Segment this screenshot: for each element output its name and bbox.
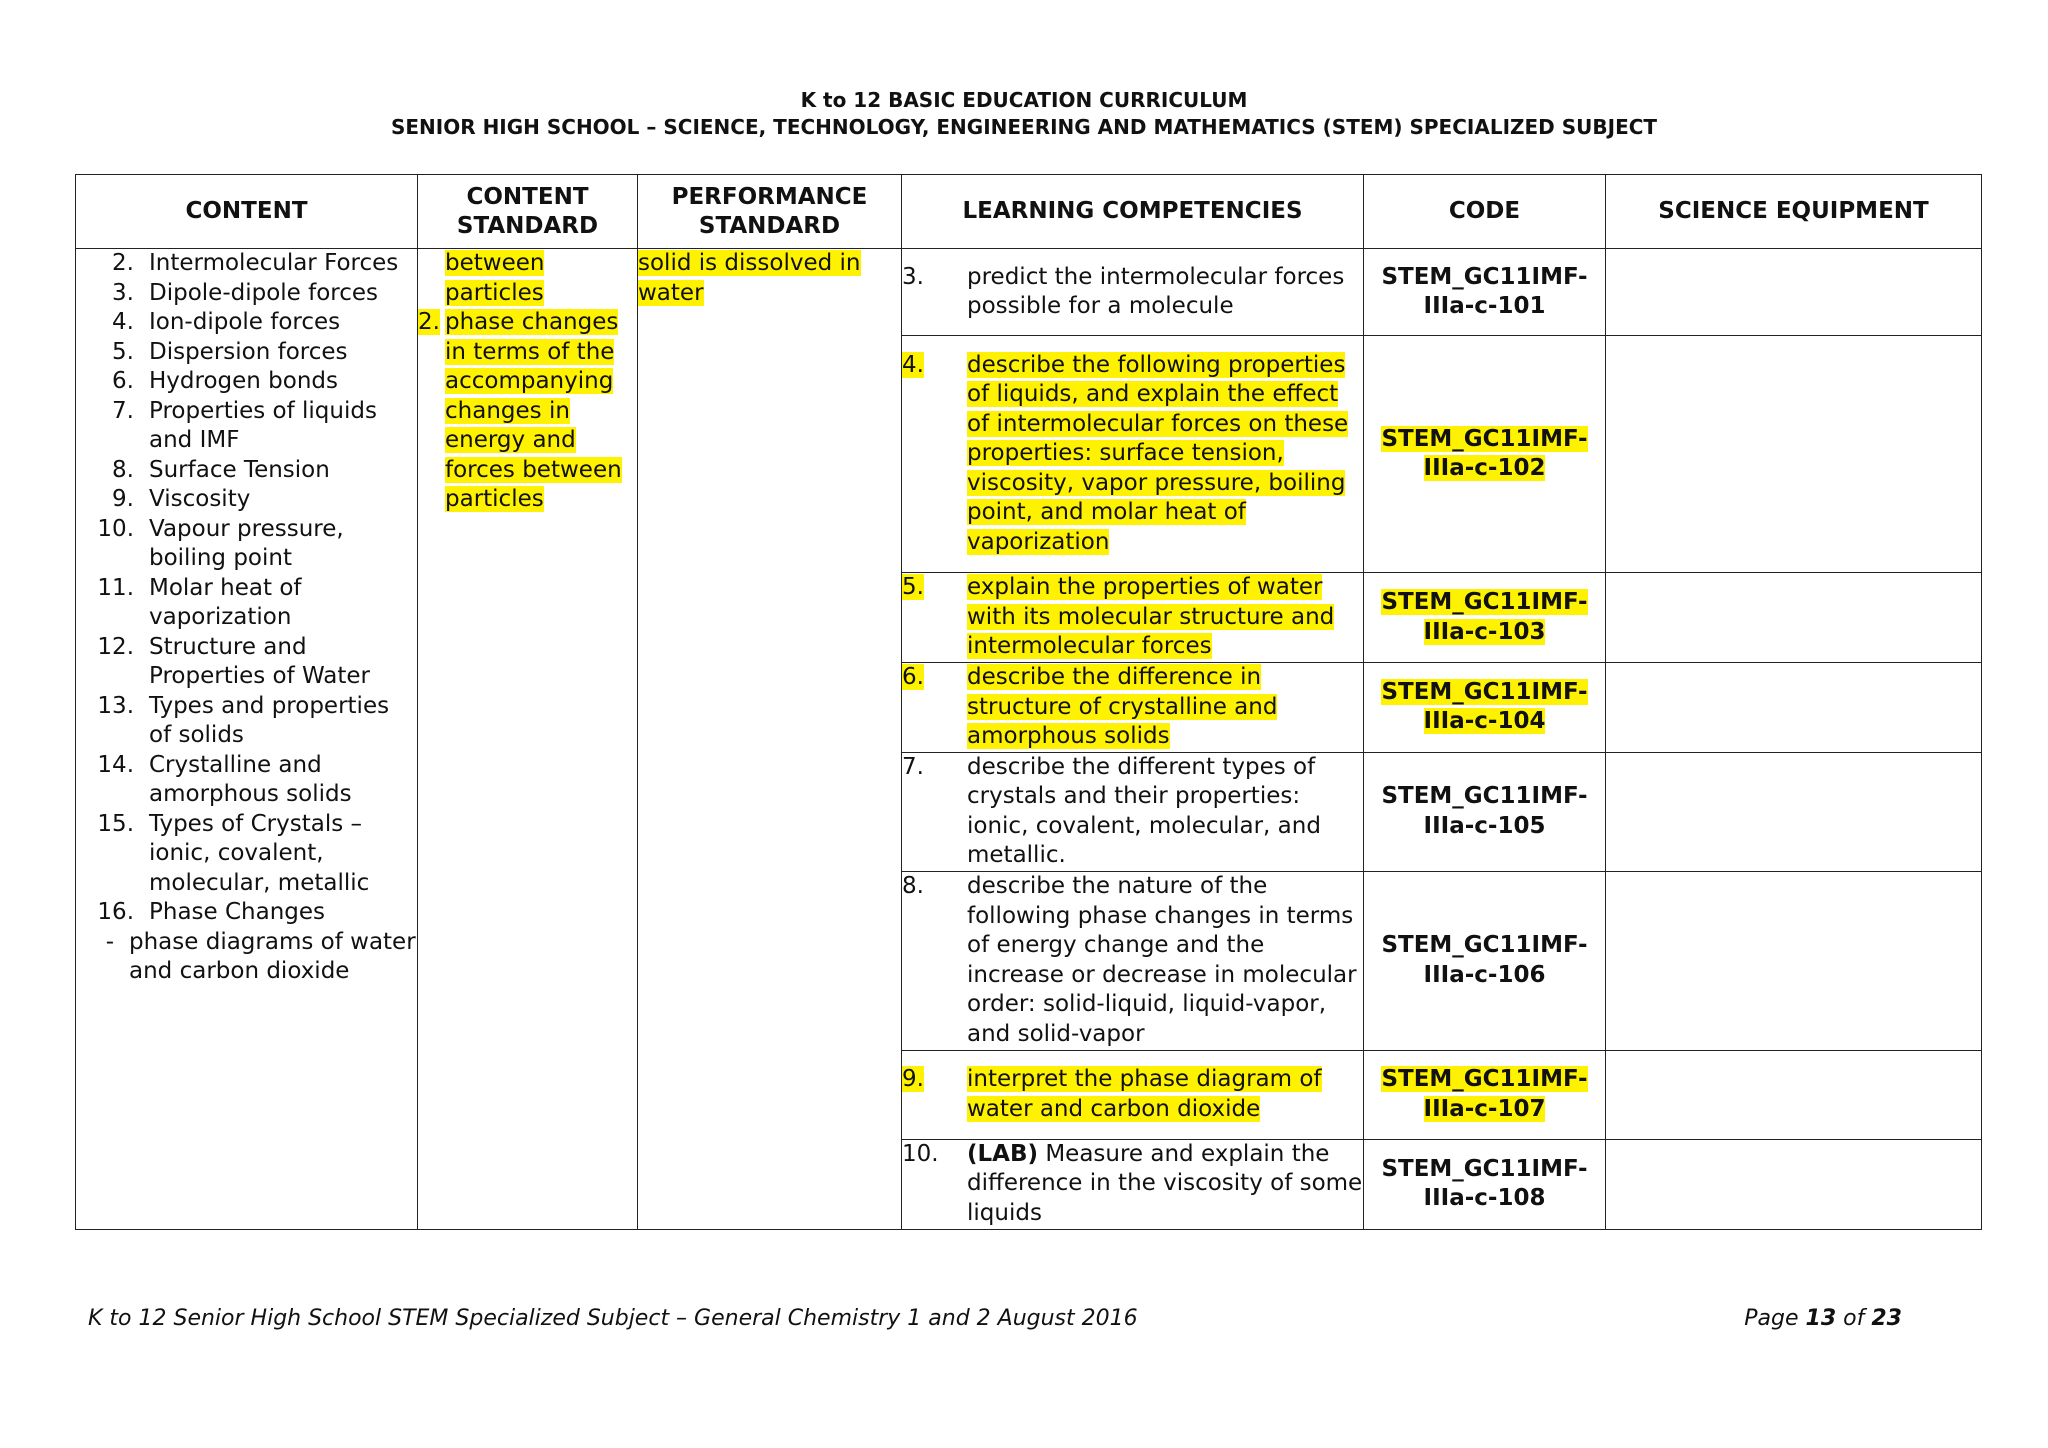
competency-item: 3. predict the intermolecular forces possible for a molecule [902,263,1345,319]
content-item: 15. Types of Crystals – ionic, covalent, molecular, metallic [97,810,370,896]
competency-cell [902,663,1364,753]
code-text: STEM_GC11IMF- IIIa-c-103 [1381,589,1588,645]
content-item: 16. Phase Changes [97,899,326,925]
performance-standard-text: solid is dissolved in water [638,250,861,306]
footer-document-title: K to 12 Senior High School STEM Specialized Subject – General Chemistry 1 and 2 August 2016 [88,1306,1138,1331]
col-performance-standard-header: PERFORMANCE STANDARD [638,175,902,249]
content-item: 8. Surface Tension [112,456,330,483]
col-code-header: CODE [1364,175,1606,249]
competency-item: 4. describe the following properties of liquids, and explain the effect of intermolecular forces on these properties: surface tension, viscosity, vapor pressure, boiling point, and molar heat of vaporization [902,351,1349,555]
equipment-cell [1606,336,1982,573]
competency-cell [902,249,1364,336]
code-text: STEM_GC11IMF- IIIa-c-102 [1381,425,1588,481]
code-cell [1364,1139,1606,1229]
competency-item: 6. describe the difference in structure of crystalline and amorphous solids [902,664,1278,749]
equipment-cell [1606,249,1982,336]
col-content-header: CONTENT [76,175,418,249]
curriculum-table [75,174,1982,1230]
equipment-cell [1606,752,1982,871]
content-item: 13. Types and properties of solids [97,692,390,748]
content-item: 4. Ion-dipole forces [112,309,341,335]
code-cell [1364,871,1606,1050]
content-item: 3. Dipole-dipole forces [112,279,379,306]
code-text: STEM_GC11IMF- IIIa-c-106 [1381,932,1588,988]
code-cell [1364,249,1606,336]
col-science-equipment-header: SCIENCE EQUIPMENT [1606,175,1982,249]
competency-cell [902,573,1364,663]
content-item: 12. Structure and Properties of Water [97,633,371,689]
competency-item: 5. explain the properties of water with its molecular structure and intermolecular forces [902,574,1335,660]
equipment-cell [1606,1139,1982,1229]
lab-label: (LAB) [967,1140,1039,1167]
competency-cell [902,752,1364,871]
equipment-cell [1606,663,1982,753]
content-item: 2. Intermolecular Forces [112,250,399,276]
col-content-standard-header: CONTENT STANDARD [418,175,638,249]
header-row [76,175,1982,249]
content-item: 11. Molar heat of vaporization [97,574,302,630]
content-item: 9. Viscosity [112,486,251,512]
equipment-cell [1606,573,1982,663]
footer-page-number: Page 13 of 23 [1744,1306,1902,1331]
content-item: 7. Properties of liquids and IMF [112,397,377,453]
content-standard-continuation: between particles [445,250,545,306]
code-cell [1364,573,1606,663]
content-cell [76,249,418,1230]
performance-standard-cell [638,249,902,1230]
competency-item: 10. (LAB) Measure and explain the difference in the viscosity of some liquids [902,1140,1363,1226]
content-standard-item: 2. phase changes in terms of the accompanying changes in energy and forces between particles [418,309,622,512]
code-text: STEM_GC11IMF- IIIa-c-104 [1381,678,1588,735]
competency-cell [902,336,1364,573]
competency-item: 8. describe the nature of the following phase changes in terms of energy change and the increase or decrease in molecular order: solid-liquid, liquid-vapor, and solid-vapor [902,873,1357,1047]
col-learning-competencies-header: LEARNING COMPETENCIES [902,175,1364,249]
equipment-cell [1606,1050,1982,1139]
content-standard-cell [418,249,638,1230]
code-text: STEM_GC11IMF- IIIa-c-101 [1381,263,1588,319]
curriculum-subtitle: SENIOR HIGH SCHOOL – SCIENCE, TECHNOLOGY, ENGINEERING AND MATHEMATICS (STEM) SPECIALIZED SUBJECT [390,115,1658,139]
code-text: STEM_GC11IMF- IIIa-c-108 [1381,1155,1588,1211]
code-cell [1364,1050,1606,1139]
code-text: STEM_GC11IMF- IIIa-c-105 [1381,783,1588,839]
equipment-cell [1606,871,1982,1050]
content-item: 14. Crystalline and amorphous solids [97,751,352,807]
code-cell [1364,663,1606,753]
competency-cell [902,1139,1364,1229]
code-cell [1364,336,1606,573]
curriculum-title: K to 12 BASIC EDUCATION CURRICULUM [800,88,1248,112]
content-item: 6. Hydrogen bonds [112,368,338,394]
content-item: 10. Vapour pressure, boiling point [97,515,344,571]
table-row [76,249,1982,336]
content-item: 5. Dispersion forces [112,338,348,365]
competency-cell [902,1050,1364,1139]
content-item: - phase diagrams of water and carbon dioxide [105,928,416,984]
competency-item: 9. interpret the phase diagram of water and carbon dioxide [902,1066,1322,1122]
competency-cell [902,871,1364,1050]
competency-item: 7. describe the different types of crystals and their properties: ionic, covalent, molecular, and metallic. [902,753,1321,868]
code-text: STEM_GC11IMF- IIIa-c-107 [1381,1066,1588,1122]
code-cell [1364,752,1606,871]
